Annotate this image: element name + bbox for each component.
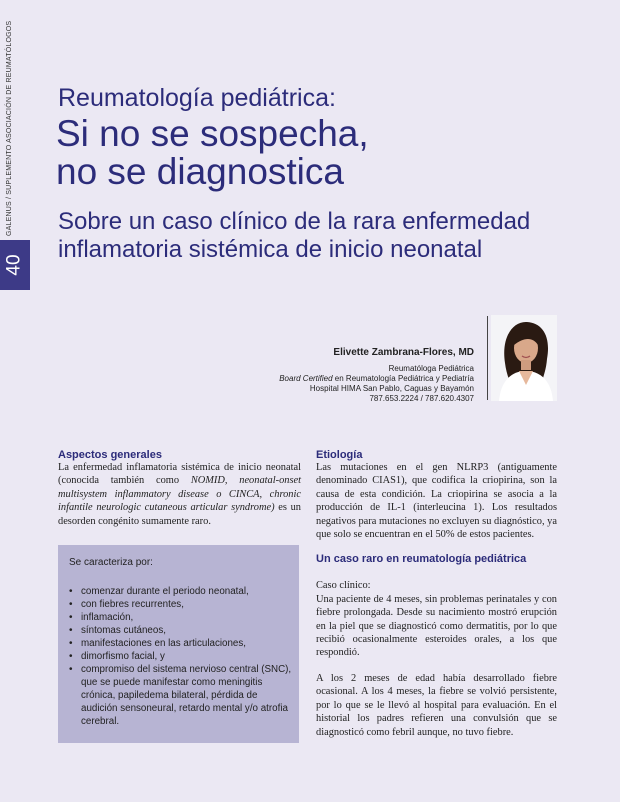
- list-item: • con fiebres recurrentes,: [67, 598, 292, 611]
- page-number-box: [0, 240, 30, 290]
- heading-aspectos-generales: Aspectos generales: [58, 449, 162, 461]
- characteristics-title: Se caracteriza por:: [69, 557, 153, 568]
- author-photo: [491, 315, 557, 401]
- characteristics-box: [58, 545, 299, 743]
- list-item: • compromiso del sistema nervioso central (SNC), que se puede manifestar como meningitis crónica, papiledema bilateral, pérdida de audición sensoneural, retardo mental y/o atrofia cerebral.: [67, 663, 292, 728]
- list-item: • inflamación,: [67, 611, 292, 624]
- author-certification: [279, 374, 474, 384]
- author-title: Reumatóloga Pediátrica: [388, 364, 474, 373]
- author-certification-italic: Board Certified: [279, 374, 333, 383]
- article-title: [56, 115, 369, 191]
- aspectos-text-end: es un desorden congénito sumamente raro.: [58, 502, 301, 527]
- article-subtitle: Sobre un caso clínico de la rara enfermedad inflamatoria sistémica de inicio neonatal: [58, 208, 531, 263]
- author-divider: [487, 316, 488, 400]
- author-block: [279, 348, 474, 404]
- author-certification-rest: en Reumatología Pediátrica y Pediatría: [332, 374, 474, 383]
- author-phone: 787.653.2224 / 787.620.4307: [369, 394, 474, 403]
- author-name: Elivette Zambrana-Flores, MD: [333, 347, 474, 358]
- list-item: • manifestaciones en las articulaciones,: [67, 637, 292, 650]
- heading-etiologia: Etiología: [316, 449, 363, 461]
- page-number: 40: [3, 254, 25, 276]
- list-item: • comenzar durante el periodo neonatal,: [67, 585, 292, 598]
- aspectos-text-start: La enfermedad inflamatoria sistémica de inicio neonatal (conocida también como: [58, 462, 301, 487]
- aspectos-text-italic: NOMID, neonatal-onset multisystem inflammatory disease o CINCA, chronic infantile neurologic cutaneous articular syndrome): [58, 475, 302, 514]
- heading-caso-raro: Un caso raro en reumatología pediátrica: [316, 553, 527, 566]
- list-item: • síntomas cutáneos,: [67, 624, 292, 637]
- author-hospital: Hospital HIMA San Pablo, Caguas y Bayamón: [309, 384, 474, 393]
- column-left: [58, 449, 301, 528]
- title-line-1: Si no se sospecha,: [56, 113, 369, 154]
- publication-name: GALENUS / SUPLEMENTO ASOCIACIÓN DE REUMATÓLOGOS: [6, 20, 13, 236]
- title-line-2: no se diagnostica: [56, 151, 344, 192]
- caso-paragraph-2: A los 2 meses de edad había desarrollado fiebre ocasional. A los 4 meses, la fiebre se volvió persistente, por lo que se le llevó al hospital para evaluación. En el historial los padres refieren una convulsión que se diagnosticó como febril aunque, no tuvo fiebre.: [316, 672, 557, 738]
- section-kicker: Reumatología pediátrica:: [58, 84, 336, 112]
- aspectos-paragraph: [58, 461, 301, 528]
- column-right: [316, 449, 557, 739]
- caso-paragraph-1: Una paciente de 4 meses, sin problemas perinatales y con fiebre prolongada. Desde su nacimiento mostró erupción en la piel que se diagnosticó como dermatitis, por lo que recibió ocasionalmente esteroides orales, a los que respondió.: [316, 593, 557, 659]
- etiologia-paragraph: Las mutaciones en el gen NLRP3 (antiguamente denominado CIAS1), que codifica la criopirina, son la causa de esta condición. La criopirina se asocia a la producción de IL-1 (interleucina 1). Los resultados negativos para mutaciones no excluyen su diagnóstico, ya que solo se encuentran en el 50% de estos pacientes.: [316, 462, 557, 541]
- caso-label: Caso clínico:: [316, 580, 371, 592]
- characteristics-list: [67, 585, 292, 728]
- list-item: • dimorfismo facial, y: [67, 650, 292, 663]
